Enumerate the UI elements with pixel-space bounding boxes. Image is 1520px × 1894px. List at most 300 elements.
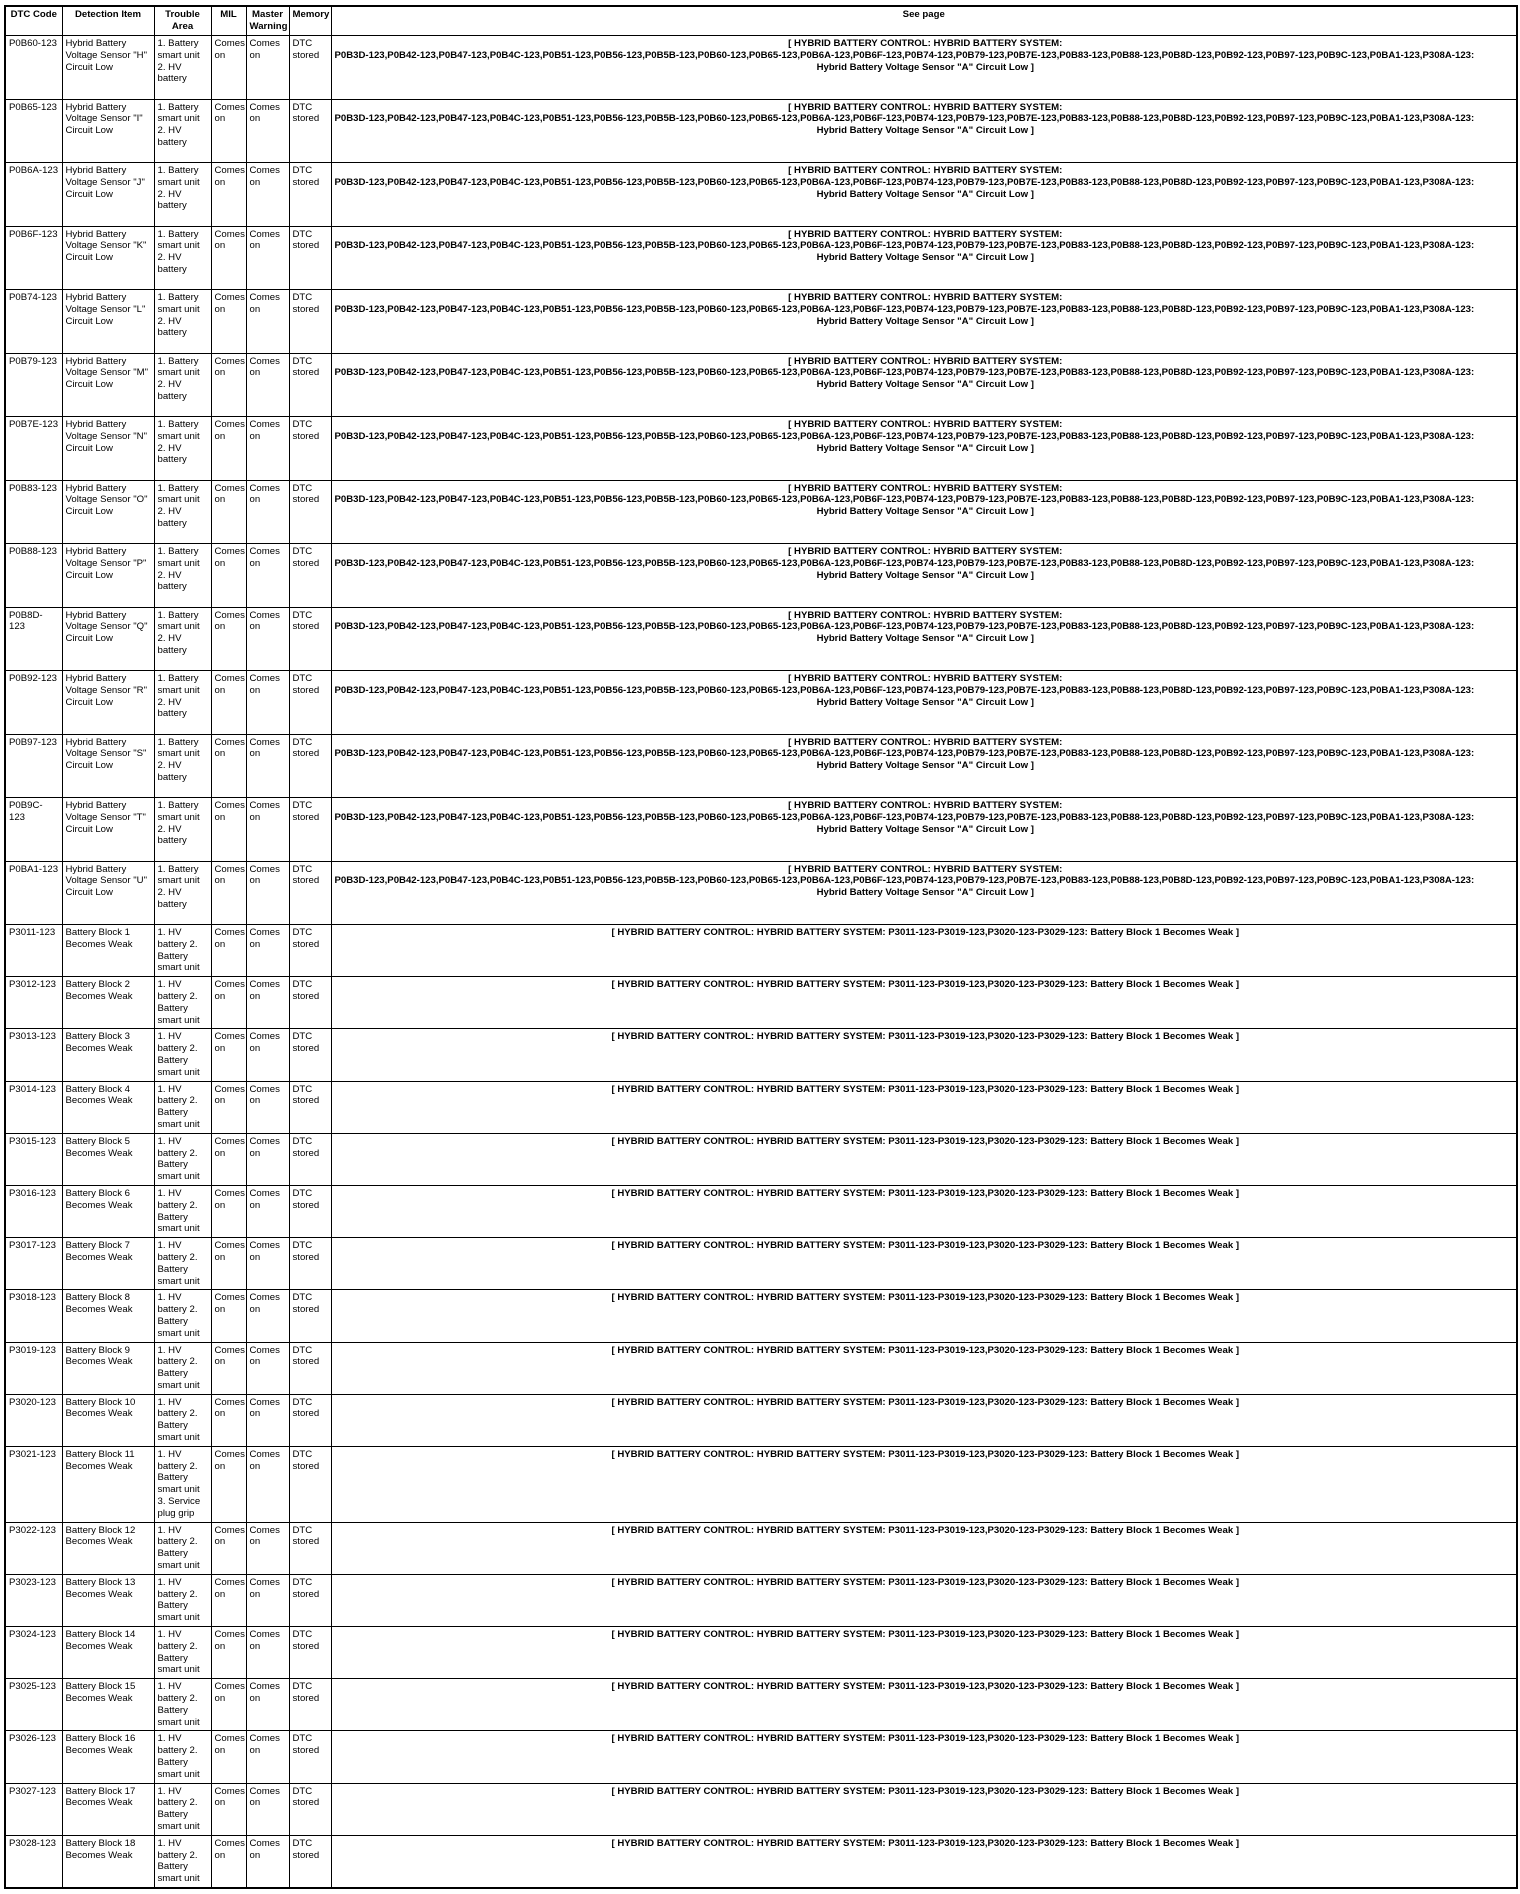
master-warning-status: Comes on bbox=[246, 480, 289, 544]
mil-status: Comes on bbox=[211, 1731, 246, 1783]
dtc-code: P0B8D-123 bbox=[5, 607, 62, 671]
see-page-line[interactable]: [ HYBRID BATTERY CONTROL: HYBRID BATTERY SYSTEM: bbox=[788, 355, 1063, 367]
master-warning-status: Comes on bbox=[246, 544, 289, 608]
dtc-code: P3015-123 bbox=[5, 1133, 62, 1185]
see-page-link[interactable] bbox=[331, 163, 1517, 227]
memory-status: DTC stored bbox=[289, 1835, 331, 1888]
see-page-line[interactable]: [ HYBRID BATTERY CONTROL: HYBRID BATTERY SYSTEM: bbox=[788, 673, 1063, 684]
memory-status: DTC stored bbox=[289, 1394, 331, 1446]
memory-status: DTC stored bbox=[289, 1185, 331, 1237]
dtc-code: P3020-123 bbox=[5, 1394, 62, 1446]
see-page-line[interactable]: P0B3D-123,P0B42-123,P0B47-123,P0B4C-123,P0B51-123,P0B56-123,P0B5B-123,P0B60-123,P0B65-123,P0B6A-123,P0B6F-123,P0B74-123,P0B79-123,P0B7E-123,P0B83-123,P0B88-123,P0B8D-123,P0B92-123,P0B97-123,P0B9C-123,P0BA1-123,P308A-123: bbox=[334, 494, 1475, 506]
table-row bbox=[5, 1290, 1517, 1342]
dtc-code: P3012-123 bbox=[5, 977, 62, 1029]
mil-status: Comes on bbox=[211, 1679, 246, 1731]
dtc-code: P3028-123 bbox=[5, 1835, 62, 1888]
master-warning-status: Comes on bbox=[246, 607, 289, 671]
table-row bbox=[5, 1574, 1517, 1626]
see-page-link[interactable]: [ HYBRID BATTERY CONTROL: HYBRID BATTERY SYSTEM: P3011-123-P3019-123,P3020-123-P3029-123: Battery Block 1 Becomes Weak ] bbox=[331, 1238, 1517, 1290]
master-warning-status: Comes on bbox=[246, 861, 289, 925]
see-page-line[interactable]: [ HYBRID BATTERY CONTROL: HYBRID BATTERY SYSTEM: bbox=[788, 546, 1063, 557]
mil-status: Comes on bbox=[211, 36, 246, 100]
detection-item: Hybrid Battery Voltage Sensor "U" Circuit Low bbox=[62, 861, 154, 925]
detection-item: Battery Block 18 Becomes Weak bbox=[62, 1835, 154, 1888]
header-detection-item: Detection Item bbox=[62, 6, 154, 36]
see-page-line[interactable]: [ HYBRID BATTERY CONTROL: HYBRID BATTERY SYSTEM: bbox=[788, 419, 1063, 430]
table-body bbox=[5, 36, 1517, 1888]
table-row bbox=[5, 925, 1517, 977]
see-page-line[interactable]: Hybrid Battery Voltage Sensor "A" Circuit Low ] bbox=[816, 823, 1034, 835]
master-warning-status: Comes on bbox=[246, 671, 289, 735]
table-row bbox=[5, 1679, 1517, 1731]
see-page-link[interactable]: [ HYBRID BATTERY CONTROL: HYBRID BATTERY SYSTEM: P3011-123-P3019-123,P3020-123-P3029-123: Battery Block 1 Becomes Weak ] bbox=[331, 1835, 1517, 1888]
see-page-line[interactable]: [ HYBRID BATTERY CONTROL: HYBRID BATTERY SYSTEM: bbox=[788, 165, 1063, 176]
table-row bbox=[5, 1238, 1517, 1290]
master-warning-status: Comes on bbox=[246, 290, 289, 354]
see-page-link[interactable]: [ HYBRID BATTERY CONTROL: HYBRID BATTERY SYSTEM: P3011-123-P3019-123,P3020-123-P3029-123: Battery Block 1 Becomes Weak ] bbox=[331, 1029, 1517, 1081]
dtc-code: P0B6F-123 bbox=[5, 226, 62, 290]
dtc-code: P0B83-123 bbox=[5, 480, 62, 544]
dtc-code: P3021-123 bbox=[5, 1446, 62, 1522]
see-page-link[interactable]: [ HYBRID BATTERY CONTROL: HYBRID BATTERY SYSTEM: P3011-123-P3019-123,P3020-123-P3029-123: Battery Block 1 Becomes Weak ] bbox=[331, 1783, 1517, 1835]
master-warning-status: Comes on bbox=[246, 1290, 289, 1342]
see-page-link[interactable] bbox=[331, 671, 1517, 735]
see-page-line[interactable]: [ HYBRID BATTERY CONTROL: HYBRID BATTERY SYSTEM: bbox=[788, 292, 1063, 303]
see-page-link[interactable]: [ HYBRID BATTERY CONTROL: HYBRID BATTERY SYSTEM: P3011-123-P3019-123,P3020-123-P3029-123: Battery Block 1 Becomes Weak ] bbox=[331, 1290, 1517, 1342]
dtc-code: P0B65-123 bbox=[5, 99, 62, 163]
see-page-line[interactable]: P0B3D-123,P0B42-123,P0B47-123,P0B4C-123,P0B51-123,P0B56-123,P0B5B-123,P0B60-123,P0B65-123,P0B6A-123,P0B6F-123,P0B74-123,P0B79-123,P0B7E-123,P0B83-123,P0B88-123,P0B8D-123,P0B92-123,P0B97-123,P0B9C-123,P0BA1-123,P308A-123: bbox=[334, 811, 1475, 823]
memory-status: DTC stored bbox=[289, 290, 331, 354]
trouble-area: 1. HV battery 2. Battery smart unit bbox=[154, 977, 211, 1029]
detection-item: Hybrid Battery Voltage Sensor "T" Circuit Low bbox=[62, 798, 154, 862]
table-row bbox=[5, 861, 1517, 925]
detection-item: Battery Block 11 Becomes Weak bbox=[62, 1446, 154, 1522]
memory-status: DTC stored bbox=[289, 480, 331, 544]
table-row bbox=[5, 99, 1517, 163]
table-row bbox=[5, 1522, 1517, 1574]
see-page-line[interactable]: P0B3D-123,P0B42-123,P0B47-123,P0B4C-123,P0B51-123,P0B56-123,P0B5B-123,P0B60-123,P0B65-123,P0B6A-123,P0B6F-123,P0B74-123,P0B79-123,P0B7E-123,P0B83-123,P0B88-123,P0B8D-123,P0B92-123,P0B97-123,P0B9C-123,P0BA1-123,P308A-123: bbox=[334, 430, 1475, 442]
see-page-link[interactable] bbox=[331, 734, 1517, 798]
trouble-area: 1. HV battery 2. Battery smart unit bbox=[154, 1238, 211, 1290]
table-row bbox=[5, 480, 1517, 544]
see-page-line[interactable]: P0B3D-123,P0B42-123,P0B47-123,P0B4C-123,P0B51-123,P0B56-123,P0B5B-123,P0B60-123,P0B65-123,P0B6A-123,P0B6F-123,P0B74-123,P0B79-123,P0B7E-123,P0B83-123,P0B88-123,P0B8D-123,P0B92-123,P0B97-123,P0B9C-123,P0BA1-123,P308A-123: bbox=[334, 621, 1475, 633]
see-page-line[interactable]: Hybrid Battery Voltage Sensor "A" Circuit Low ] bbox=[816, 442, 1034, 454]
detection-item: Battery Block 10 Becomes Weak bbox=[62, 1394, 154, 1446]
master-warning-status: Comes on bbox=[246, 163, 289, 227]
dtc-code: P3018-123 bbox=[5, 1290, 62, 1342]
mil-status: Comes on bbox=[211, 1627, 246, 1679]
master-warning-status: Comes on bbox=[246, 1342, 289, 1394]
dtc-code: P3011-123 bbox=[5, 925, 62, 977]
dtc-code: P0B79-123 bbox=[5, 353, 62, 417]
detection-item: Hybrid Battery Voltage Sensor "K" Circuit Low bbox=[62, 226, 154, 290]
see-page-line[interactable]: Hybrid Battery Voltage Sensor "A" Circuit Low ] bbox=[816, 61, 1034, 73]
detection-item: Hybrid Battery Voltage Sensor "R" Circuit Low bbox=[62, 671, 154, 735]
trouble-area: 1. HV battery 2. Battery smart unit bbox=[154, 1133, 211, 1185]
memory-status: DTC stored bbox=[289, 925, 331, 977]
detection-item: Hybrid Battery Voltage Sensor "L" Circuit Low bbox=[62, 290, 154, 354]
trouble-area: 1. HV battery 2. Battery smart unit bbox=[154, 925, 211, 977]
dtc-code: P3019-123 bbox=[5, 1342, 62, 1394]
memory-status: DTC stored bbox=[289, 1783, 331, 1835]
memory-status: DTC stored bbox=[289, 417, 331, 481]
dtc-code: P0B6A-123 bbox=[5, 163, 62, 227]
memory-status: DTC stored bbox=[289, 1290, 331, 1342]
master-warning-status: Comes on bbox=[246, 417, 289, 481]
see-page-line[interactable]: Hybrid Battery Voltage Sensor "A" Circuit Low ] bbox=[816, 696, 1034, 708]
see-page-line[interactable]: Hybrid Battery Voltage Sensor "A" Circuit Low ] bbox=[816, 506, 1034, 518]
table-row bbox=[5, 1783, 1517, 1835]
memory-status: DTC stored bbox=[289, 671, 331, 735]
mil-status: Comes on bbox=[211, 1133, 246, 1185]
mil-status: Comes on bbox=[211, 607, 246, 671]
trouble-area: 1. Battery smart unit 2. HV battery bbox=[154, 417, 211, 481]
detection-item: Battery Block 15 Becomes Weak bbox=[62, 1679, 154, 1731]
header-memory: Memory bbox=[289, 6, 331, 36]
see-page-line[interactable]: Hybrid Battery Voltage Sensor "A" Circuit Low ] bbox=[816, 188, 1034, 200]
mil-status: Comes on bbox=[211, 1835, 246, 1888]
see-page-link[interactable]: [ HYBRID BATTERY CONTROL: HYBRID BATTERY SYSTEM: P3011-123-P3019-123,P3020-123-P3029-123: Battery Block 1 Becomes Weak ] bbox=[331, 1627, 1517, 1679]
see-page-link[interactable]: [ HYBRID BATTERY CONTROL: HYBRID BATTERY SYSTEM: P3011-123-P3019-123,P3020-123-P3029-123: Battery Block 1 Becomes Weak ] bbox=[331, 1133, 1517, 1185]
trouble-area: 1. Battery smart unit 2. HV battery bbox=[154, 99, 211, 163]
table-row bbox=[5, 36, 1517, 100]
detection-item: Battery Block 16 Becomes Weak bbox=[62, 1731, 154, 1783]
detection-item: Battery Block 13 Becomes Weak bbox=[62, 1574, 154, 1626]
master-warning-status: Comes on bbox=[246, 1394, 289, 1446]
see-page-line[interactable]: P0B3D-123,P0B42-123,P0B47-123,P0B4C-123,P0B51-123,P0B56-123,P0B5B-123,P0B60-123,P0B65-123,P0B6A-123,P0B6F-123,P0B74-123,P0B79-123,P0B7E-123,P0B83-123,P0B88-123,P0B8D-123,P0B92-123,P0B97-123,P0B9C-123,P0BA1-123,P308A-123: bbox=[334, 748, 1475, 760]
mil-status: Comes on bbox=[211, 1238, 246, 1290]
detection-item: Battery Block 14 Becomes Weak bbox=[62, 1627, 154, 1679]
trouble-area: 1. Battery smart unit 2. HV battery bbox=[154, 480, 211, 544]
see-page-link[interactable] bbox=[331, 290, 1517, 354]
detection-item: Hybrid Battery Voltage Sensor "H" Circuit Low bbox=[62, 36, 154, 100]
memory-status: DTC stored bbox=[289, 1679, 331, 1731]
trouble-area: 1. HV battery 2. Battery smart unit bbox=[154, 1185, 211, 1237]
master-warning-status: Comes on bbox=[246, 925, 289, 977]
see-page-line[interactable]: P0B3D-123,P0B42-123,P0B47-123,P0B4C-123,P0B51-123,P0B56-123,P0B5B-123,P0B60-123,P0B65-123,P0B6A-123,P0B6F-123,P0B74-123,P0B79-123,P0B7E-123,P0B83-123,P0B88-123,P0B8D-123,P0B92-123,P0B97-123,P0B9C-123,P0BA1-123,P308A-123: bbox=[334, 240, 1475, 252]
see-page-link[interactable] bbox=[331, 226, 1517, 290]
header-dtc-code: DTC Code bbox=[5, 6, 62, 36]
dtc-code: P3023-123 bbox=[5, 1574, 62, 1626]
trouble-area: 1. HV battery 2. Battery smart unit bbox=[154, 1574, 211, 1626]
see-page-link[interactable]: [ HYBRID BATTERY CONTROL: HYBRID BATTERY SYSTEM: P3011-123-P3019-123,P3020-123-P3029-123: Battery Block 1 Becomes Weak ] bbox=[331, 1574, 1517, 1626]
trouble-area: 1. HV battery 2. Battery smart unit bbox=[154, 1679, 211, 1731]
detection-item: Hybrid Battery Voltage Sensor "J" Circuit Low bbox=[62, 163, 154, 227]
master-warning-status: Comes on bbox=[246, 977, 289, 1029]
master-warning-status: Comes on bbox=[246, 99, 289, 163]
master-warning-status: Comes on bbox=[246, 734, 289, 798]
table-row bbox=[5, 1185, 1517, 1237]
trouble-area: 1. Battery smart unit 2. HV battery bbox=[154, 798, 211, 862]
table-row bbox=[5, 544, 1517, 608]
table-row bbox=[5, 1342, 1517, 1394]
dtc-code: P3016-123 bbox=[5, 1185, 62, 1237]
see-page-line[interactable]: P0B3D-123,P0B42-123,P0B47-123,P0B4C-123,P0B51-123,P0B56-123,P0B5B-123,P0B60-123,P0B65-123,P0B6A-123,P0B6F-123,P0B74-123,P0B79-123,P0B7E-123,P0B83-123,P0B88-123,P0B8D-123,P0B92-123,P0B97-123,P0B9C-123,P0BA1-123,P308A-123: bbox=[334, 176, 1475, 188]
see-page-line[interactable]: [ HYBRID BATTERY CONTROL: HYBRID BATTERY SYSTEM: bbox=[788, 228, 1063, 240]
master-warning-status: Comes on bbox=[246, 1029, 289, 1081]
see-page-line[interactable]: Hybrid Battery Voltage Sensor "A" Circuit Low ] bbox=[816, 125, 1034, 137]
mil-status: Comes on bbox=[211, 353, 246, 417]
detection-item: Battery Block 1 Becomes Weak bbox=[62, 925, 154, 977]
memory-status: DTC stored bbox=[289, 99, 331, 163]
table-row bbox=[5, 1133, 1517, 1185]
mil-status: Comes on bbox=[211, 1574, 246, 1626]
see-page-line[interactable]: P0B3D-123,P0B42-123,P0B47-123,P0B4C-123,P0B51-123,P0B56-123,P0B5B-123,P0B60-123,P0B65-123,P0B6A-123,P0B6F-123,P0B74-123,P0B79-123,P0B7E-123,P0B83-123,P0B88-123,P0B8D-123,P0B92-123,P0B97-123,P0B9C-123,P0BA1-123,P308A-123: bbox=[334, 684, 1475, 696]
mil-status: Comes on bbox=[211, 671, 246, 735]
trouble-area: 1. HV battery 2. Battery smart unit bbox=[154, 1731, 211, 1783]
trouble-area: 1. Battery smart unit 2. HV battery bbox=[154, 353, 211, 417]
dtc-code: P0B97-123 bbox=[5, 734, 62, 798]
mil-status: Comes on bbox=[211, 99, 246, 163]
detection-item: Battery Block 6 Becomes Weak bbox=[62, 1185, 154, 1237]
memory-status: DTC stored bbox=[289, 163, 331, 227]
see-page-line[interactable]: Hybrid Battery Voltage Sensor "A" Circuit Low ] bbox=[816, 315, 1034, 327]
trouble-area: 1. Battery smart unit 2. HV battery bbox=[154, 163, 211, 227]
see-page-line[interactable]: P0B3D-123,P0B42-123,P0B47-123,P0B4C-123,P0B51-123,P0B56-123,P0B5B-123,P0B60-123,P0B65-123,P0B6A-123,P0B6F-123,P0B74-123,P0B79-123,P0B7E-123,P0B83-123,P0B88-123,P0B8D-123,P0B92-123,P0B97-123,P0B9C-123,P0BA1-123,P308A-123: bbox=[334, 113, 1475, 125]
dtc-code: P3025-123 bbox=[5, 1679, 62, 1731]
dtc-code: P3022-123 bbox=[5, 1522, 62, 1574]
see-page-link[interactable] bbox=[331, 36, 1517, 100]
trouble-area: 1. HV battery 2. Battery smart unit bbox=[154, 1290, 211, 1342]
trouble-area: 1. Battery smart unit 2. HV battery bbox=[154, 861, 211, 925]
detection-item: Hybrid Battery Voltage Sensor "Q" Circuit Low bbox=[62, 607, 154, 671]
header-mil: MIL bbox=[211, 6, 246, 36]
mil-status: Comes on bbox=[211, 1522, 246, 1574]
see-page-line[interactable]: [ HYBRID BATTERY CONTROL: HYBRID BATTERY SYSTEM: bbox=[788, 800, 1063, 811]
memory-status: DTC stored bbox=[289, 1133, 331, 1185]
see-page-line[interactable]: P0B3D-123,P0B42-123,P0B47-123,P0B4C-123,P0B51-123,P0B56-123,P0B5B-123,P0B60-123,P0B65-123,P0B6A-123,P0B6F-123,P0B74-123,P0B79-123,P0B7E-123,P0B83-123,P0B88-123,P0B8D-123,P0B92-123,P0B97-123,P0B9C-123,P0BA1-123,P308A-123: bbox=[334, 557, 1475, 569]
master-warning-status: Comes on bbox=[246, 1835, 289, 1888]
memory-status: DTC stored bbox=[289, 226, 331, 290]
master-warning-status: Comes on bbox=[246, 1522, 289, 1574]
see-page-link[interactable]: [ HYBRID BATTERY CONTROL: HYBRID BATTERY SYSTEM: P3011-123-P3019-123,P3020-123-P3029-123: Battery Block 1 Becomes Weak ] bbox=[331, 1446, 1517, 1522]
see-page-line[interactable]: Hybrid Battery Voltage Sensor "A" Circuit Low ] bbox=[816, 887, 1034, 899]
detection-item: Hybrid Battery Voltage Sensor "M" Circuit Low bbox=[62, 353, 154, 417]
detection-item: Battery Block 12 Becomes Weak bbox=[62, 1522, 154, 1574]
dtc-code: P3026-123 bbox=[5, 1731, 62, 1783]
table-row bbox=[5, 734, 1517, 798]
detection-item: Battery Block 8 Becomes Weak bbox=[62, 1290, 154, 1342]
memory-status: DTC stored bbox=[289, 1627, 331, 1679]
trouble-area: 1. HV battery 2. Battery smart unit bbox=[154, 1522, 211, 1574]
memory-status: DTC stored bbox=[289, 861, 331, 925]
trouble-area: 1. HV battery 2. Battery smart unit bbox=[154, 1394, 211, 1446]
mil-status: Comes on bbox=[211, 1185, 246, 1237]
memory-status: DTC stored bbox=[289, 1574, 331, 1626]
memory-status: DTC stored bbox=[289, 734, 331, 798]
table-row bbox=[5, 1081, 1517, 1133]
detection-item: Battery Block 9 Becomes Weak bbox=[62, 1342, 154, 1394]
see-page-link[interactable]: [ HYBRID BATTERY CONTROL: HYBRID BATTERY SYSTEM: P3011-123-P3019-123,P3020-123-P3029-123: Battery Block 1 Becomes Weak ] bbox=[331, 1081, 1517, 1133]
trouble-area: 1. HV battery 2. Battery smart unit bbox=[154, 1081, 211, 1133]
detection-item: Hybrid Battery Voltage Sensor "N" Circuit Low bbox=[62, 417, 154, 481]
dtc-code: P0B60-123 bbox=[5, 36, 62, 100]
mil-status: Comes on bbox=[211, 163, 246, 227]
detection-item: Hybrid Battery Voltage Sensor "O" Circuit Low bbox=[62, 480, 154, 544]
see-page-line[interactable]: [ HYBRID BATTERY CONTROL: HYBRID BATTERY SYSTEM: bbox=[788, 482, 1063, 494]
see-page-link[interactable] bbox=[331, 798, 1517, 862]
dtc-code: P0B9C-123 bbox=[5, 798, 62, 862]
memory-status: DTC stored bbox=[289, 1029, 331, 1081]
mil-status: Comes on bbox=[211, 226, 246, 290]
mil-status: Comes on bbox=[211, 1081, 246, 1133]
see-page-link[interactable] bbox=[331, 353, 1517, 417]
mil-status: Comes on bbox=[211, 977, 246, 1029]
see-page-line[interactable]: Hybrid Battery Voltage Sensor "A" Circuit Low ] bbox=[816, 569, 1034, 581]
mil-status: Comes on bbox=[211, 1783, 246, 1835]
mil-status: Comes on bbox=[211, 480, 246, 544]
see-page-link[interactable] bbox=[331, 861, 1517, 925]
dtc-code: P0B92-123 bbox=[5, 671, 62, 735]
see-page-line[interactable]: Hybrid Battery Voltage Sensor "A" Circuit Low ] bbox=[816, 379, 1034, 391]
mil-status: Comes on bbox=[211, 925, 246, 977]
dtc-code: P3027-123 bbox=[5, 1783, 62, 1835]
table-row bbox=[5, 417, 1517, 481]
detection-item: Battery Block 4 Becomes Weak bbox=[62, 1081, 154, 1133]
see-page-link[interactable]: [ HYBRID BATTERY CONTROL: HYBRID BATTERY SYSTEM: P3011-123-P3019-123,P3020-123-P3029-123: Battery Block 1 Becomes Weak ] bbox=[331, 1731, 1517, 1783]
mil-status: Comes on bbox=[211, 1029, 246, 1081]
memory-status: DTC stored bbox=[289, 1731, 331, 1783]
see-page-link[interactable] bbox=[331, 480, 1517, 544]
master-warning-status: Comes on bbox=[246, 226, 289, 290]
see-page-link[interactable]: [ HYBRID BATTERY CONTROL: HYBRID BATTERY SYSTEM: P3011-123-P3019-123,P3020-123-P3029-123: Battery Block 1 Becomes Weak ] bbox=[331, 1394, 1517, 1446]
master-warning-status: Comes on bbox=[246, 1783, 289, 1835]
dtc-code: P0B7E-123 bbox=[5, 417, 62, 481]
master-warning-status: Comes on bbox=[246, 1731, 289, 1783]
trouble-area: 1. Battery smart unit 2. HV battery bbox=[154, 671, 211, 735]
dtc-code: P3014-123 bbox=[5, 1081, 62, 1133]
see-page-line[interactable]: [ HYBRID BATTERY CONTROL: HYBRID BATTERY SYSTEM: bbox=[788, 38, 1063, 49]
table-row bbox=[5, 226, 1517, 290]
dtc-table-sheet bbox=[4, 5, 1516, 1889]
table-row bbox=[5, 1446, 1517, 1522]
mil-status: Comes on bbox=[211, 1342, 246, 1394]
memory-status: DTC stored bbox=[289, 353, 331, 417]
memory-status: DTC stored bbox=[289, 977, 331, 1029]
see-page-line[interactable]: [ HYBRID BATTERY CONTROL: HYBRID BATTERY SYSTEM: bbox=[788, 863, 1063, 875]
see-page-line[interactable]: P0B3D-123,P0B42-123,P0B47-123,P0B4C-123,P0B51-123,P0B56-123,P0B5B-123,P0B60-123,P0B65-123,P0B6A-123,P0B6F-123,P0B74-123,P0B79-123,P0B7E-123,P0B83-123,P0B88-123,P0B8D-123,P0B92-123,P0B97-123,P0B9C-123,P0BA1-123,P308A-123: bbox=[334, 367, 1475, 379]
detection-item: Hybrid Battery Voltage Sensor "S" Circuit Low bbox=[62, 734, 154, 798]
table-row bbox=[5, 290, 1517, 354]
trouble-area: 1. Battery smart unit 2. HV battery bbox=[154, 607, 211, 671]
see-page-link[interactable] bbox=[331, 99, 1517, 163]
dtc-table bbox=[4, 5, 1518, 1889]
mil-status: Comes on bbox=[211, 417, 246, 481]
memory-status: DTC stored bbox=[289, 1446, 331, 1522]
memory-status: DTC stored bbox=[289, 1081, 331, 1133]
master-warning-status: Comes on bbox=[246, 1238, 289, 1290]
master-warning-status: Comes on bbox=[246, 1446, 289, 1522]
table-row bbox=[5, 607, 1517, 671]
memory-status: DTC stored bbox=[289, 1522, 331, 1574]
see-page-link[interactable]: [ HYBRID BATTERY CONTROL: HYBRID BATTERY SYSTEM: P3011-123-P3019-123,P3020-123-P3029-123: Battery Block 1 Becomes Weak ] bbox=[331, 977, 1517, 1029]
see-page-link[interactable] bbox=[331, 417, 1517, 481]
detection-item: Battery Block 17 Becomes Weak bbox=[62, 1783, 154, 1835]
table-row bbox=[5, 798, 1517, 862]
dtc-code: P3017-123 bbox=[5, 1238, 62, 1290]
trouble-area: 1. Battery smart unit 2. HV battery bbox=[154, 734, 211, 798]
mil-status: Comes on bbox=[211, 544, 246, 608]
table-row bbox=[5, 1627, 1517, 1679]
trouble-area: 1. Battery smart unit 2. HV battery bbox=[154, 226, 211, 290]
see-page-line[interactable]: P0B3D-123,P0B42-123,P0B47-123,P0B4C-123,P0B51-123,P0B56-123,P0B5B-123,P0B60-123,P0B65-123,P0B6A-123,P0B6F-123,P0B74-123,P0B79-123,P0B7E-123,P0B83-123,P0B88-123,P0B8D-123,P0B92-123,P0B97-123,P0B9C-123,P0BA1-123,P308A-123: bbox=[334, 303, 1475, 315]
dtc-code: P0B74-123 bbox=[5, 290, 62, 354]
see-page-link[interactable]: [ HYBRID BATTERY CONTROL: HYBRID BATTERY SYSTEM: P3011-123-P3019-123,P3020-123-P3029-123: Battery Block 1 Becomes Weak ] bbox=[331, 1185, 1517, 1237]
master-warning-status: Comes on bbox=[246, 1627, 289, 1679]
trouble-area: 1. Battery smart unit 2. HV battery bbox=[154, 544, 211, 608]
detection-item: Battery Block 5 Becomes Weak bbox=[62, 1133, 154, 1185]
table-row bbox=[5, 1835, 1517, 1888]
memory-status: DTC stored bbox=[289, 798, 331, 862]
dtc-code: P3013-123 bbox=[5, 1029, 62, 1081]
see-page-link[interactable] bbox=[331, 544, 1517, 608]
see-page-line[interactable]: [ HYBRID BATTERY CONTROL: HYBRID BATTERY SYSTEM: bbox=[788, 101, 1063, 113]
master-warning-status: Comes on bbox=[246, 798, 289, 862]
see-page-link[interactable]: [ HYBRID BATTERY CONTROL: HYBRID BATTERY SYSTEM: P3011-123-P3019-123,P3020-123-P3029-123: Battery Block 1 Becomes Weak ] bbox=[331, 1342, 1517, 1394]
dtc-code: P0BA1-123 bbox=[5, 861, 62, 925]
see-page-link[interactable]: [ HYBRID BATTERY CONTROL: HYBRID BATTERY SYSTEM: P3011-123-P3019-123,P3020-123-P3029-123: Battery Block 1 Becomes Weak ] bbox=[331, 925, 1517, 977]
mil-status: Comes on bbox=[211, 290, 246, 354]
see-page-link[interactable]: [ HYBRID BATTERY CONTROL: HYBRID BATTERY SYSTEM: P3011-123-P3019-123,P3020-123-P3029-123: Battery Block 1 Becomes Weak ] bbox=[331, 1522, 1517, 1574]
see-page-line[interactable]: Hybrid Battery Voltage Sensor "A" Circuit Low ] bbox=[816, 760, 1034, 772]
trouble-area: 1. HV battery 2. Battery smart unit bbox=[154, 1835, 211, 1888]
master-warning-status: Comes on bbox=[246, 1133, 289, 1185]
mil-status: Comes on bbox=[211, 1394, 246, 1446]
memory-status: DTC stored bbox=[289, 36, 331, 100]
mil-status: Comes on bbox=[211, 734, 246, 798]
trouble-area: 1. HV battery 2. Battery smart unit bbox=[154, 1029, 211, 1081]
detection-item: Battery Block 2 Becomes Weak bbox=[62, 977, 154, 1029]
master-warning-status: Comes on bbox=[246, 1185, 289, 1237]
trouble-area: 1. Battery smart unit 2. HV battery bbox=[154, 290, 211, 354]
see-page-line[interactable]: [ HYBRID BATTERY CONTROL: HYBRID BATTERY SYSTEM: bbox=[788, 736, 1063, 748]
trouble-area: 1. Battery smart unit 2. HV battery bbox=[154, 36, 211, 100]
header-row bbox=[5, 6, 1517, 36]
header-master-warning: Master Warning bbox=[246, 6, 289, 36]
master-warning-status: Comes on bbox=[246, 1574, 289, 1626]
master-warning-status: Comes on bbox=[246, 1081, 289, 1133]
memory-status: DTC stored bbox=[289, 1342, 331, 1394]
master-warning-status: Comes on bbox=[246, 353, 289, 417]
table-row bbox=[5, 1029, 1517, 1081]
trouble-area: 1. HV battery 2. Battery smart unit 3. Service plug grip bbox=[154, 1446, 211, 1522]
mil-status: Comes on bbox=[211, 1290, 246, 1342]
see-page-line[interactable]: P0B3D-123,P0B42-123,P0B47-123,P0B4C-123,P0B51-123,P0B56-123,P0B5B-123,P0B60-123,P0B65-123,P0B6A-123,P0B6F-123,P0B74-123,P0B79-123,P0B7E-123,P0B83-123,P0B88-123,P0B8D-123,P0B92-123,P0B97-123,P0B9C-123,P0BA1-123,P308A-123: bbox=[334, 49, 1475, 61]
table-row bbox=[5, 671, 1517, 735]
header-trouble-area: Trouble Area bbox=[154, 6, 211, 36]
see-page-line[interactable]: Hybrid Battery Voltage Sensor "A" Circuit Low ] bbox=[816, 252, 1034, 264]
table-row bbox=[5, 1394, 1517, 1446]
table-row bbox=[5, 1731, 1517, 1783]
mil-status: Comes on bbox=[211, 861, 246, 925]
see-page-line[interactable]: P0B3D-123,P0B42-123,P0B47-123,P0B4C-123,P0B51-123,P0B56-123,P0B5B-123,P0B60-123,P0B65-123,P0B6A-123,P0B6F-123,P0B74-123,P0B79-123,P0B7E-123,P0B83-123,P0B88-123,P0B8D-123,P0B92-123,P0B97-123,P0B9C-123,P0BA1-123,P308A-123: bbox=[334, 875, 1475, 887]
memory-status: DTC stored bbox=[289, 607, 331, 671]
see-page-link[interactable] bbox=[331, 607, 1517, 671]
see-page-line[interactable]: Hybrid Battery Voltage Sensor "A" Circuit Low ] bbox=[816, 633, 1034, 645]
table-row bbox=[5, 163, 1517, 227]
detection-item: Battery Block 7 Becomes Weak bbox=[62, 1238, 154, 1290]
master-warning-status: Comes on bbox=[246, 36, 289, 100]
header-see-page: See page bbox=[331, 6, 1517, 36]
dtc-code: P0B88-123 bbox=[5, 544, 62, 608]
detection-item: Hybrid Battery Voltage Sensor "I" Circuit Low bbox=[62, 99, 154, 163]
see-page-link[interactable]: [ HYBRID BATTERY CONTROL: HYBRID BATTERY SYSTEM: P3011-123-P3019-123,P3020-123-P3029-123: Battery Block 1 Becomes Weak ] bbox=[331, 1679, 1517, 1731]
memory-status: DTC stored bbox=[289, 544, 331, 608]
trouble-area: 1. HV battery 2. Battery smart unit bbox=[154, 1342, 211, 1394]
see-page-line[interactable]: [ HYBRID BATTERY CONTROL: HYBRID BATTERY SYSTEM: bbox=[788, 609, 1063, 621]
trouble-area: 1. HV battery 2. Battery smart unit bbox=[154, 1627, 211, 1679]
table-row bbox=[5, 353, 1517, 417]
